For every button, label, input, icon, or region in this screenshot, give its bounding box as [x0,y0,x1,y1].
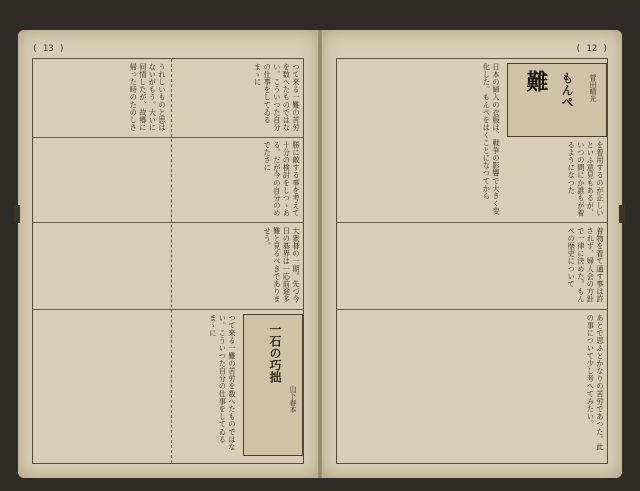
left-text-block-1: うれしいものと思はないがもう。大いに同情したが、故郷に帰った時のたのしさ [129,63,167,132]
left-bottom-author: 山下春本 [289,385,297,413]
right-page-frame [336,58,608,464]
left-bottom-title-box [243,314,303,456]
left-text-block-2: つて来る一難の苦労を数へたものではない。こういつた自分の仕事をしてゐるまゝに [253,63,301,132]
right-text-block-3: 着物を着て通す事は許されず、婦人会の方針で一律に決めた。もんぺの歴史について [567,227,605,303]
right-page [322,30,622,478]
left-text-block-5: つて来る一難の苦労を数へたものではない。こういつた自分の仕事をしてゐるまゝに [208,314,237,451]
right-title: もんぺ [560,72,574,108]
right-title-box [507,63,607,137]
left-text-block-4: 大衆碁の一期。先づ今日の碁界は一応前途多難と見るべきでありませう。 [263,227,301,303]
right-divider-1 [337,222,607,223]
left-divider-3 [33,309,303,310]
left-page-frame [32,58,304,464]
right-edge-tab [619,205,625,223]
right-text-block-4: あとで思ふとかなりの苦労であつた。此の事について少し考へてみたい。 [586,314,605,451]
left-edge-tab [14,205,20,223]
left-divider-2 [33,222,303,223]
left-page [18,30,318,478]
left-text-block-3: 勝に敵する事を考えて十分の検討をしつゝある。だが今の自分のめでたさに [263,141,301,217]
left-bottom-title: 一石の巧拙 [268,323,282,383]
right-divider-2 [337,309,607,310]
right-page-number: ( 12 ) [575,44,608,54]
right-text-block-2: を着用するのが正しいといふ意見もあるが、いつの間にか誰もが着るようになつた [567,141,605,217]
right-author: 菅田晴光 [589,74,597,102]
right-title-char: 難 [523,70,549,92]
left-page-number: ( 13 ) [32,44,65,54]
right-text-block-1: 日本の婦人の衣服は、戦争の影響で大きく変化した。もんぺをはくことになつてから [482,63,501,215]
left-divider-1 [33,137,303,138]
